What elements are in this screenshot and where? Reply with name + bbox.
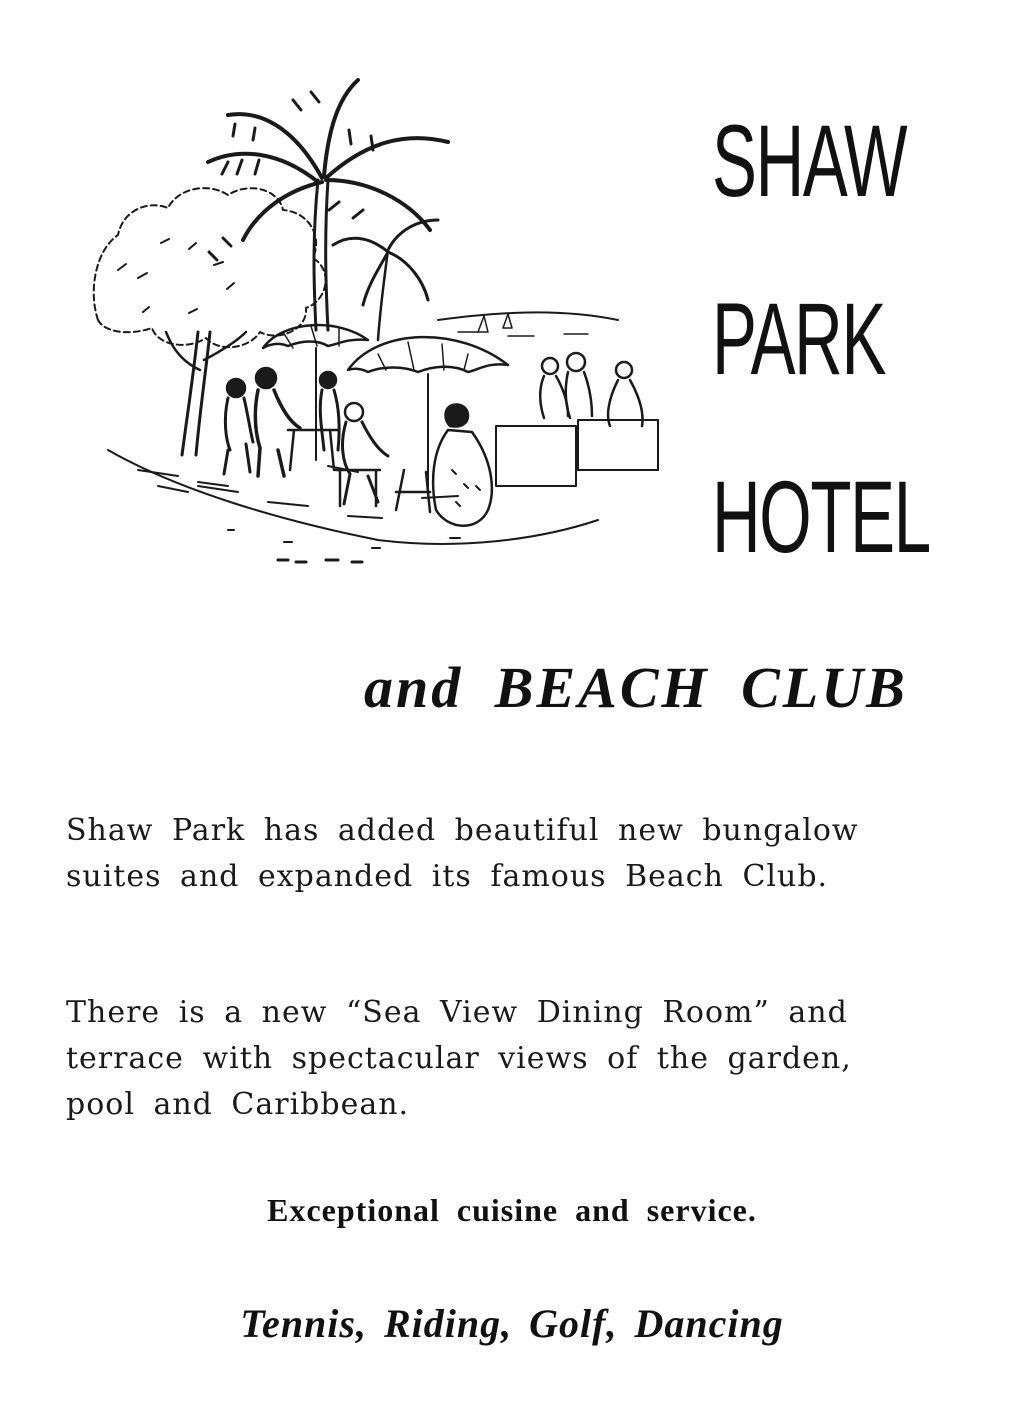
paragraph-1-line-2: suites and expanded its famous Beach Club. xyxy=(66,859,829,894)
palm-trunk xyxy=(314,180,328,330)
paragraph-bungalows xyxy=(66,808,966,900)
paragraph-dining-room xyxy=(66,990,966,1128)
tree-canopy-left xyxy=(94,188,326,347)
paragraph-2-line-3: pool and Caribbean. xyxy=(66,1087,410,1122)
paragraph-2-line-1: There is a new “Sea View Dining Room” and xyxy=(66,995,848,1030)
hotel-title-line-2: PARK xyxy=(712,282,886,396)
umbrella-right xyxy=(348,337,508,372)
hotel-title-line-3: HOTEL xyxy=(712,460,930,574)
cuisine-tagline: Exceptional cuisine and service. xyxy=(267,1192,757,1228)
paragraph-2-line-2: terrace with spectacular views of the garden, xyxy=(66,1041,852,1076)
activities-list: Tennis, Riding, Golf, Dancing xyxy=(240,1301,784,1346)
paragraph-1-line-1: Shaw Park has added beautiful new bungalow xyxy=(66,813,859,848)
hotel-title xyxy=(712,72,930,606)
hotel-title-line-1: SHAW xyxy=(712,104,907,218)
beach-terrace-illustration xyxy=(78,70,668,580)
hotel-subtitle: and BEACH CLUB xyxy=(364,655,908,720)
